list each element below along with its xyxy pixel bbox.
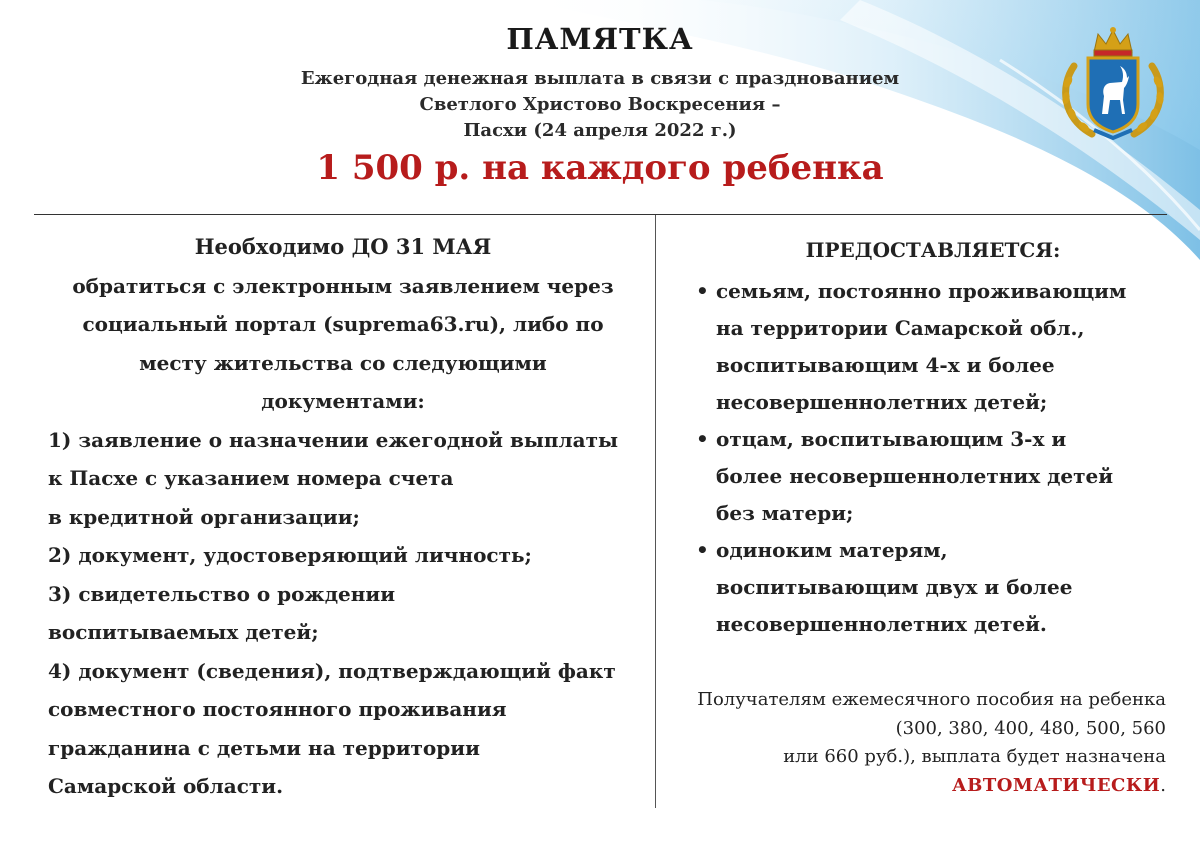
eligibility-list [688,273,1178,643]
list-item-line: на территории Самарской обл., [716,316,1085,340]
list-item [688,421,1178,532]
note-line: или 660 руб.), выплата будет назначена [783,746,1166,767]
automatic-label: АВТОМАТИЧЕСКИ [951,774,1161,796]
intro-line: месту жительства со следующими [139,350,547,375]
subtitle-line: Светлого Христово Воскресения – [419,94,781,115]
list-item-line: более несовершеннолетних детей [716,464,1114,488]
document-line: гражданина с детьми на территории [48,735,480,760]
list-item-line: несовершеннолетних детей; [716,390,1048,414]
bullet-icon: • [696,279,709,303]
bullet-icon: • [696,427,709,451]
note-end-punct: . [1160,774,1166,796]
list-item-line: воспитывающим двух и более [716,575,1073,599]
note-line: (300, 380, 400, 480, 500, 560 [895,717,1166,739]
list-item-line: одиноким матерям, [716,538,948,562]
list-item [688,532,1178,643]
subtitle-line: Ежегодная денежная выплата в связи с празднованием [300,68,900,89]
page-title: ПАМЯТКА [506,22,694,56]
document-line: 1) заявление о назначении ежегодной выплаты [48,427,619,452]
samara-coat-of-arms-icon [1052,26,1174,140]
eligibility-heading: ПРЕДОСТАВЛЯЕТСЯ: [805,238,1061,262]
intro-line: обратиться с электронным заявлением через [72,273,614,298]
list-item [688,273,1178,421]
document-line: 2) документ, удостоверяющий личность; [48,543,532,567]
header-divider [34,214,1167,215]
document-line: в кредитной организации; [48,504,360,529]
column-divider [655,215,656,808]
subtitle [220,66,980,144]
list-item-line: несовершеннолетних детей. [716,612,1047,636]
intro-line: документами: [261,389,425,413]
automatic-payment-note [680,686,1166,800]
subtitle-line: Пасхи (24 апреля 2022 г.) [463,120,737,141]
document-line: 3) свидетельство о рождении [48,581,396,606]
document-line: 4) документ (сведения), подтверждающий факт [48,658,616,683]
list-item-line: без матери; [716,501,854,525]
header [220,22,980,188]
note-final-line [680,772,1166,801]
list-item-line: семьям, постоянно проживающим [716,279,1127,303]
document-line: к Пасхе с указанием номера счета [48,466,454,490]
document-line: совместного постоянного проживания [48,697,507,721]
intro-line: социальный портал (suprema63.ru), либо по [82,312,604,336]
note-line: Получателям ежемесячного пособия на ребенка [697,689,1166,710]
list-item-line: отцам, воспитывающим 3-х и [716,427,1067,451]
right-column [688,228,1178,643]
deadline-heading: Необходимо ДО 31 МАЯ [194,234,492,259]
list-item-line: воспитывающим 4-х и более [716,353,1055,377]
bullet-icon: • [696,538,709,562]
document-line: Самарской области. [48,774,284,798]
document-line: воспитываемых детей; [48,620,319,644]
amount-headline: 1 500 р. на каждого ребенка [316,148,884,188]
left-column [48,228,638,806]
